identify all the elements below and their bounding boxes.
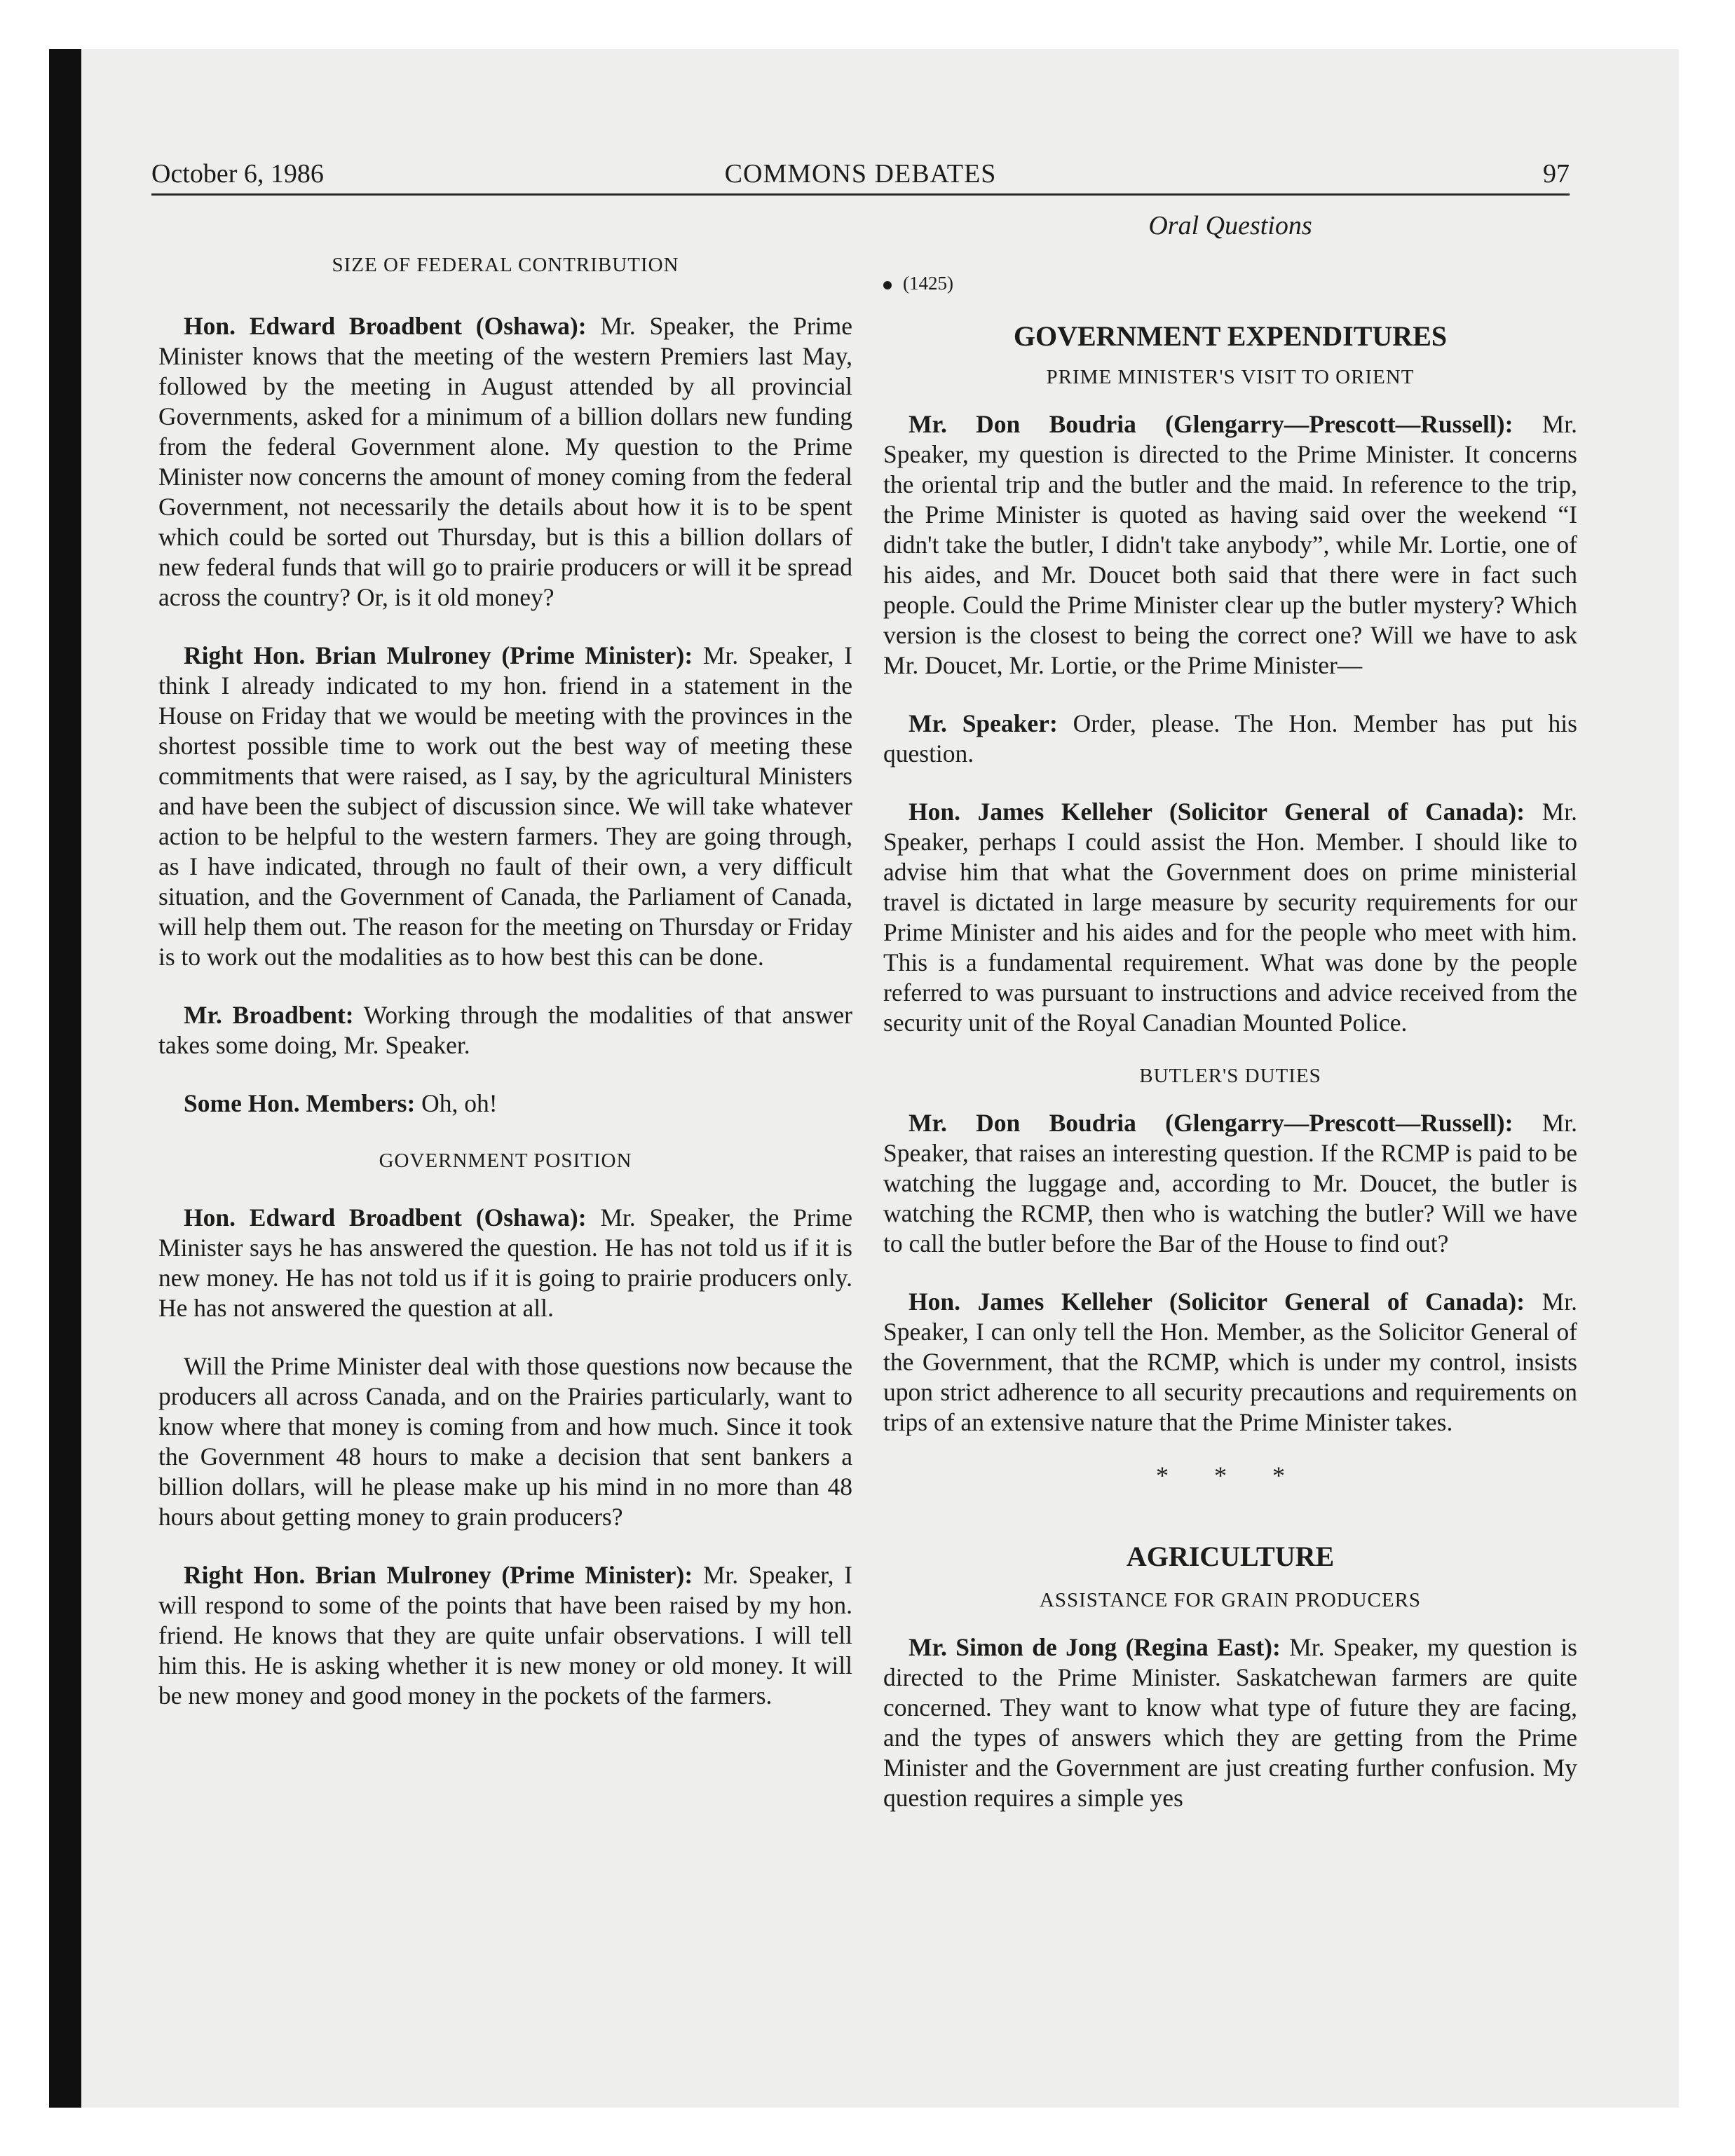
speech-text: Mr. Speaker, my question is directed to the Prime Minister. Saskatchewan farmers are quite concerned. They want to know what type of future they are facing, and the types of answers which they are getting from the Prime Minister and the Government are just creating further confusion. My question requires a simple yes bbox=[883, 1633, 1578, 1812]
paragraph bbox=[158, 641, 852, 972]
paragraph bbox=[883, 709, 1577, 769]
speech-text: Mr. Speaker, perhaps I could assist the Hon. Member. I should like to advise him that what the Government does on prime ministerial travel is dictated in large measure by security requirements for our Prime Minister and his aides and for the people who meet with him. This is a fundamental requirement. What was done by the people referred to was pursuant to instructions and advice received from the security unit of the Royal Canadian Mounted Police. bbox=[883, 798, 1577, 1037]
header-rule bbox=[151, 193, 1570, 196]
speaker-name: Hon. Edward Broadbent (Oshawa): bbox=[184, 1203, 587, 1231]
right-column bbox=[883, 210, 1577, 1813]
speech-text: Mr. Speaker, I think I already indicated to my hon. friend in a statement in the House on Friday that we would be meeting with the provinces in the shortest possible time to work out the best way of meeting these commitments that were raised, as I say, by the agricultural Ministers and have been the subject of discussion since. We will take whatever action to be helpful to the western farmers. They are going through, as I have indicated, through no fault of their own, a very difficult situation, and the Government of Canada, the Parliament of Canada, will help them out. The reason for the meeting on Thursday or Friday is to work out the modalities as to how best this can be done. bbox=[158, 641, 852, 971]
subheading-size-of-federal-contribution: SIZE OF FEDERAL CONTRIBUTION bbox=[332, 254, 679, 276]
header-date: October 6, 1986 bbox=[151, 159, 324, 189]
paragraph bbox=[158, 311, 852, 613]
timestamp bbox=[883, 271, 1577, 296]
speech-text: Mr. Speaker, my question is directed to the Prime Minister. It concerns the oriental trip and the butler and the maid. In reference to the trip, the Prime Minister is quoted as having said over the weekend “I didn't take the butler, I didn't take anybody”, while Mr. Lortie, one of his aides, and Mr. Doucet both said that there were in fact such people. Could the Prime Minister clear up the butler mystery? Which version is the closest to being the correct one? Will we have to ask Mr. Doucet, Mr. Lortie, or the Prime Minister— bbox=[883, 410, 1578, 679]
heading-agriculture: AGRICULTURE bbox=[1126, 1541, 1335, 1572]
heading-government-expenditures: GOVERNMENT EXPENDITURES bbox=[1013, 320, 1448, 352]
paragraph bbox=[883, 1632, 1577, 1813]
speech-text: Mr. Speaker, I can only tell the Hon. Member, as the Solicitor General of the Government, that the RCMP, which is under my control, insists upon strict adherence to all security precautions and requirements on trips of an extensive nature that the Prime Minister takes. bbox=[883, 1288, 1577, 1436]
section-label-oral-questions: Oral Questions bbox=[1148, 211, 1312, 240]
subheading-prime-ministers-visit: PRIME MINISTER'S VISIT TO ORIENT bbox=[1046, 366, 1415, 388]
bullet-icon bbox=[883, 281, 892, 289]
paragraph bbox=[883, 797, 1577, 1038]
speaker-name: Right Hon. Brian Mulroney (Prime Minister): bbox=[184, 641, 693, 669]
speaker-name: Mr. Don Boudria (Glengarry—Prescott—Russell): bbox=[909, 1109, 1513, 1137]
speech-text: Working through the modalities of that answer takes some doing, Mr. Speaker. bbox=[158, 1001, 852, 1059]
speaker-name: Mr. Simon de Jong (Regina East): bbox=[909, 1633, 1281, 1661]
speaker-name: Hon. James Kelleher (Solicitor General of Canada): bbox=[909, 798, 1525, 826]
speaker-name: Mr. Don Boudria (Glengarry—Prescott—Russell): bbox=[909, 410, 1513, 438]
timestamp-text: (1425) bbox=[903, 273, 953, 294]
speech-text: Order, please. The Hon. Member has put his question. bbox=[883, 709, 1577, 767]
paragraph bbox=[883, 1287, 1577, 1438]
speech-text: Mr. Speaker, I will respond to some of the points that have been raised by my hon. friend. He knows that they are quite unfair observations. I will tell him this. He is asking whether it is new money or old money. It will be new money and good money in the pockets of the farmers. bbox=[158, 1561, 852, 1710]
subheading-government-position: GOVERNMENT POSITION bbox=[379, 1149, 632, 1172]
speaker-name: Mr. Speaker: bbox=[909, 709, 1058, 737]
subheading-assistance-for-grain-producers: ASSISTANCE FOR GRAIN PRODUCERS bbox=[1039, 1589, 1422, 1611]
header-page-number: 97 bbox=[1543, 159, 1570, 189]
running-head bbox=[151, 158, 1570, 193]
speech-text: Mr. Speaker, that raises an interesting question. If the RCMP is paid to be watching the luggage and, according to Mr. Doucet, the butler is watching the RCMP, then who is watching the butler? Will we have to call the butler before the Bar of the House to find out? bbox=[883, 1109, 1578, 1257]
speech-text: Mr. Speaker, the Prime Minister says he has answered the question. He has not told us if it is new money. He has not told us if it is going to prairie producers only. He has not answered the question at all. bbox=[158, 1203, 853, 1322]
paragraph bbox=[158, 1089, 852, 1119]
speaker-name: Hon. James Kelleher (Solicitor General of Canada): bbox=[909, 1288, 1525, 1316]
speech-text: Oh, oh! bbox=[415, 1089, 498, 1117]
speaker-name: Some Hon. Members: bbox=[184, 1089, 416, 1117]
paragraph bbox=[158, 1203, 852, 1323]
speaker-name: Mr. Broadbent: bbox=[184, 1001, 354, 1029]
left-column bbox=[158, 210, 852, 1711]
speech-text: Mr. Speaker, the Prime Minister knows that the meeting of the western Premiers last May, followed by the meeting in August attended by all provincial Governments, asked for a minimum of a billion dollars new funding from the federal Government alone. My question to the Prime Minister now concerns the amount of money coming from the federal Government, not necessarily the details about how it is to be spent which could be sorted out Thursday, but is this a billion dollars of new federal funds that will go to prairie producers or will it be spread across the country? Or, is it old money? bbox=[158, 312, 853, 611]
paragraph bbox=[158, 1560, 852, 1711]
paragraph bbox=[158, 1000, 852, 1060]
speaker-name: Hon. Edward Broadbent (Oshawa): bbox=[184, 312, 587, 340]
subheading-butlers-duties: BUTLER'S DUTIES bbox=[1139, 1065, 1321, 1087]
paragraph bbox=[883, 409, 1577, 681]
paragraph bbox=[883, 1108, 1577, 1259]
scan-border bbox=[49, 49, 81, 2108]
speaker-name: Right Hon. Brian Mulroney (Prime Minister): bbox=[184, 1561, 693, 1589]
paragraph: Will the Prime Minister deal with those questions now because the producers all across Canada, and on the Prairies particularly, want to know where that money is coming from and how much. Since it took the Government 48 hours to make a decision that sent bankers a billion dollars, will he please make up his mind in no more than 48 hours about getting money to grain producers? bbox=[158, 1352, 852, 1531]
section-separator: * * * bbox=[1156, 1461, 1305, 1489]
header-publication-title: COMMONS DEBATES bbox=[724, 159, 997, 189]
